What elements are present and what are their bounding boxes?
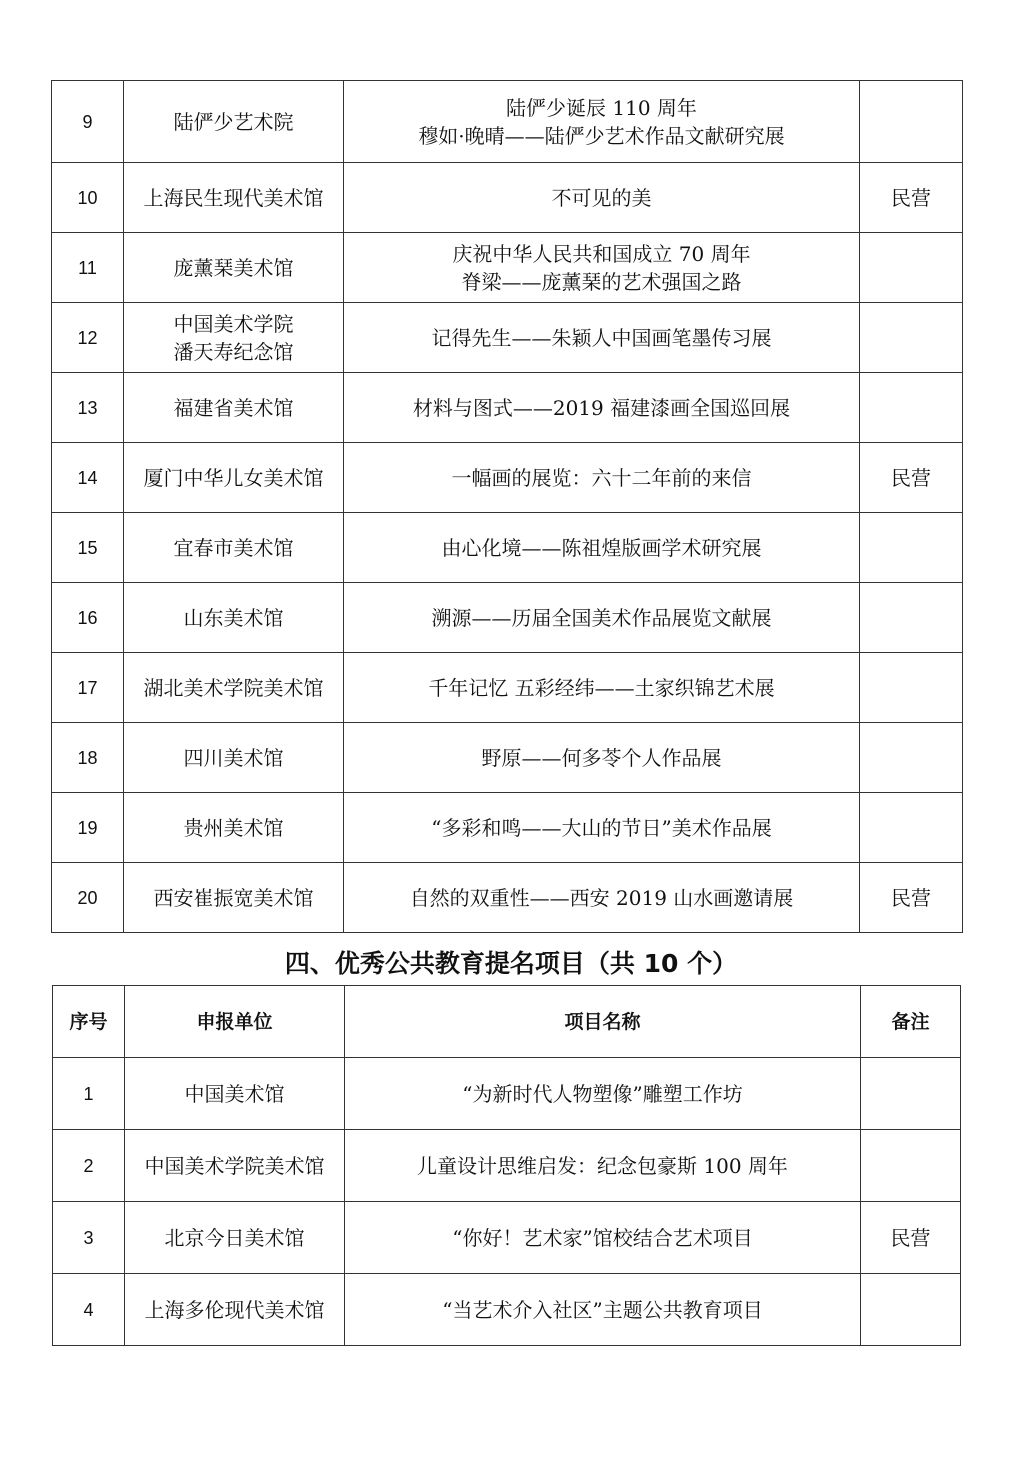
row-project	[344, 303, 860, 373]
project-line: 野原——何多苓个人作品展	[481, 745, 722, 770]
row-note	[861, 1058, 961, 1130]
org-line: 庞薰琹美术馆	[173, 255, 294, 280]
row-number: 17	[52, 653, 124, 723]
org-line: 四川美术馆	[183, 745, 284, 770]
header-project: 项目名称	[345, 986, 861, 1058]
row-org: 北京今日美术馆	[125, 1202, 345, 1274]
row-number: 10	[52, 163, 124, 233]
project-line: 脊梁——庞薰琹的艺术强国之路	[461, 269, 742, 294]
table-row	[52, 513, 963, 583]
row-org	[124, 513, 344, 583]
table-row	[52, 81, 963, 163]
row-number: 13	[52, 373, 124, 443]
org-line: 贵州美术馆	[183, 815, 284, 840]
row-org	[124, 163, 344, 233]
table-row	[53, 1274, 961, 1346]
row-number: 15	[52, 513, 124, 583]
header-org: 申报单位	[125, 986, 345, 1058]
row-number: 19	[52, 793, 124, 863]
nominee-table-public-education	[52, 985, 961, 1346]
row-project	[344, 163, 860, 233]
row-note: 民营	[860, 863, 963, 933]
table-row	[52, 863, 963, 933]
row-note	[860, 723, 963, 793]
row-org	[124, 583, 344, 653]
row-project	[344, 583, 860, 653]
table-row	[53, 1202, 961, 1274]
project-line: “多彩和鸣——大山的节日”美术作品展	[431, 815, 772, 840]
org-line: 湖北美术学院美术馆	[143, 675, 324, 700]
nominee-table-exhibitions	[51, 80, 963, 933]
project-line: 由心化境——陈祖煌版画学术研究展	[441, 535, 762, 560]
row-project: “当艺术介入社区”主题公共教育项目	[345, 1274, 861, 1346]
row-project	[344, 793, 860, 863]
row-note	[860, 81, 963, 163]
row-project: “为新时代人物塑像”雕塑工作坊	[345, 1058, 861, 1130]
project-line: 一幅画的展览：六十二年前的来信	[451, 465, 752, 490]
row-note	[860, 373, 963, 443]
row-note	[860, 583, 963, 653]
row-number: 14	[52, 443, 124, 513]
project-line: 不可见的美	[551, 185, 652, 210]
table-row	[52, 653, 963, 723]
section-title: 四、优秀公共教育提名项目（共 10 个）	[284, 949, 738, 978]
org-line: 福建省美术馆	[173, 395, 294, 420]
project-line: 记得先生——朱颖人中国画笔墨传习展	[431, 325, 772, 350]
row-number: 3	[53, 1202, 125, 1274]
table-row	[52, 793, 963, 863]
row-project	[344, 81, 860, 163]
row-org	[124, 863, 344, 933]
row-number: 11	[52, 233, 124, 303]
org-line: 潘天寿纪念馆	[173, 339, 294, 364]
header-no: 序号	[53, 986, 125, 1058]
row-note	[860, 303, 963, 373]
row-project	[344, 513, 860, 583]
row-note	[861, 1130, 961, 1202]
table-row	[52, 373, 963, 443]
project-line: 自然的双重性——西安 2019 山水画邀请展	[409, 885, 794, 910]
table-row	[52, 303, 963, 373]
row-number: 1	[53, 1058, 125, 1130]
row-project	[344, 373, 860, 443]
row-org	[124, 443, 344, 513]
row-number: 20	[52, 863, 124, 933]
project-line: 庆祝中华人民共和国成立 70 周年	[452, 241, 751, 266]
row-number: 18	[52, 723, 124, 793]
table-header-row	[53, 986, 961, 1058]
row-project	[344, 233, 860, 303]
row-project	[344, 863, 860, 933]
table-row	[52, 233, 963, 303]
org-line: 厦门中华儿女美术馆	[143, 465, 324, 490]
table-row	[52, 443, 963, 513]
row-number: 4	[53, 1274, 125, 1346]
project-line: 穆如·晚晴——陆俨少艺术作品文献研究展	[418, 123, 785, 148]
table-row	[53, 1058, 961, 1130]
org-line: 山东美术馆	[183, 605, 284, 630]
row-org	[124, 793, 344, 863]
project-line: 陆俨少诞辰 110 周年	[506, 95, 697, 120]
table-row	[52, 163, 963, 233]
row-project	[344, 653, 860, 723]
row-note	[860, 793, 963, 863]
row-org	[124, 653, 344, 723]
row-project	[344, 443, 860, 513]
row-org: 中国美术学院美术馆	[125, 1130, 345, 1202]
row-note	[860, 233, 963, 303]
row-project	[344, 723, 860, 793]
row-note	[860, 653, 963, 723]
table-row	[52, 723, 963, 793]
org-line: 上海民生现代美术馆	[143, 185, 324, 210]
row-number: 9	[52, 81, 124, 163]
table-row	[52, 583, 963, 653]
row-org	[124, 303, 344, 373]
header-note: 备注	[861, 986, 961, 1058]
row-note: 民营	[860, 443, 963, 513]
row-note: 民营	[861, 1202, 961, 1274]
org-line: 宜春市美术馆	[173, 535, 294, 560]
row-org: 上海多伦现代美术馆	[125, 1274, 345, 1346]
org-line: 陆俨少艺术院	[173, 109, 294, 134]
project-line: 千年记忆 五彩经纬——土家织锦艺术展	[428, 675, 775, 700]
row-org: 中国美术馆	[125, 1058, 345, 1130]
row-org	[124, 233, 344, 303]
project-line: 溯源——历届全国美术作品展览文献展	[431, 605, 772, 630]
row-note: 民营	[860, 163, 963, 233]
row-org	[124, 81, 344, 163]
table-row	[53, 1130, 961, 1202]
org-line: 西安崔振宽美术馆	[153, 885, 314, 910]
project-line: 材料与图式——2019 福建漆画全国巡回展	[412, 395, 791, 420]
row-number: 16	[52, 583, 124, 653]
row-org	[124, 373, 344, 443]
row-note	[861, 1274, 961, 1346]
row-number: 12	[52, 303, 124, 373]
org-line: 中国美术学院	[173, 311, 294, 336]
row-project: 儿童设计思维启发：纪念包豪斯 100 周年	[345, 1130, 861, 1202]
row-number: 2	[53, 1130, 125, 1202]
row-note	[860, 513, 963, 583]
row-project: “你好！艺术家”馆校结合艺术项目	[345, 1202, 861, 1274]
row-org	[124, 723, 344, 793]
